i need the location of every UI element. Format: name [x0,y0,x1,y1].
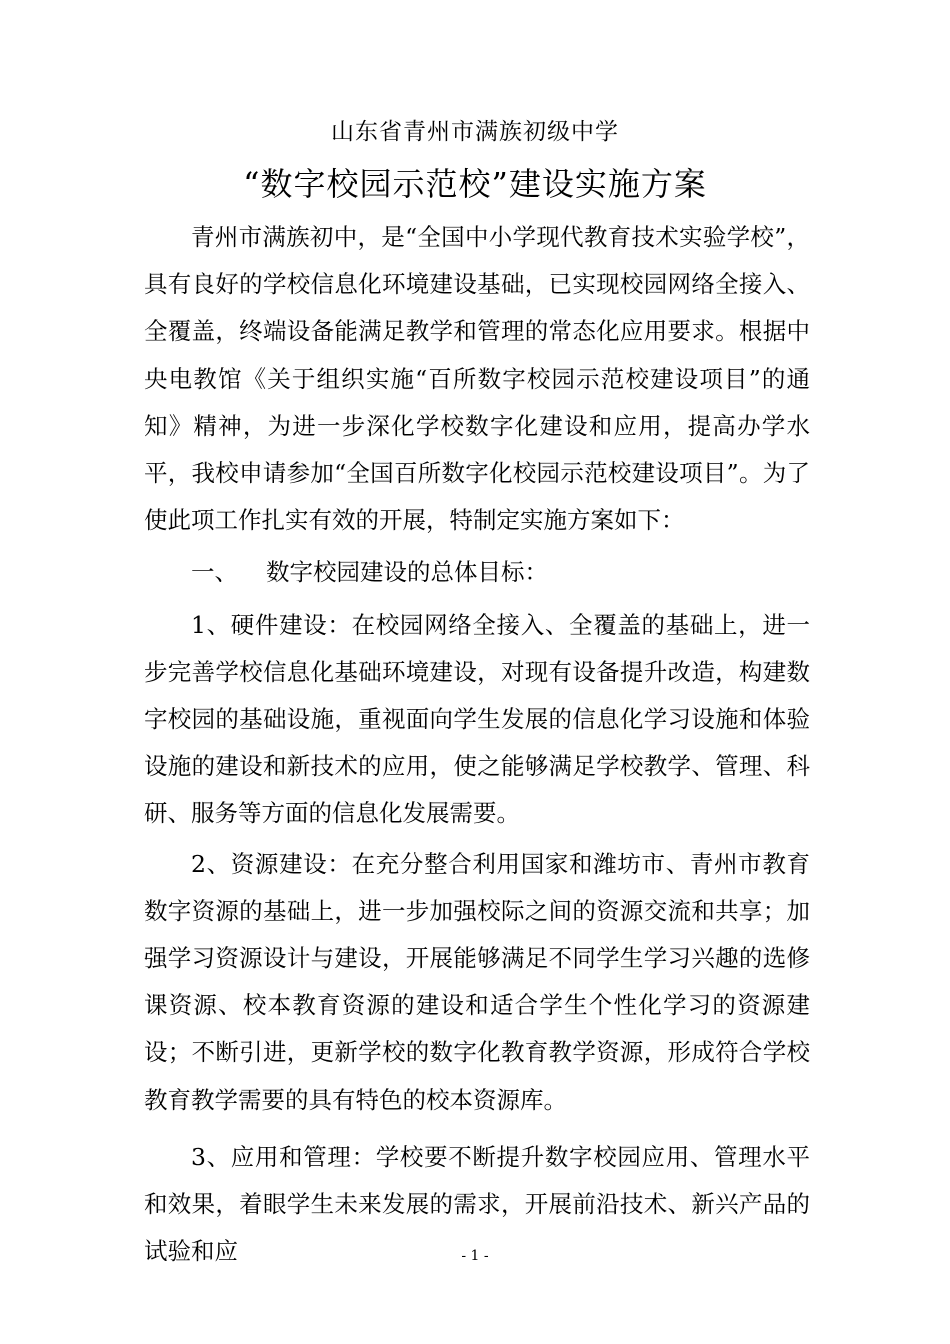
organization-title: 山东省青州市满族初级中学 [331,119,619,145]
page-number: - 1 - [461,1248,489,1264]
document-title: “数字校园示范校”建设实施方案 [243,165,707,203]
paragraph-hardware: 1、硬件建设：在校园网络全接入、全覆盖的基础上，进一步完善学校信息化基础环境建设，对现有设备提升改造，构建数字校园的基础设施，重视面向学生发展的信息化学习设施和体验设施的建设和新技术的应用，使之能够满足学校教学、管理、科研、服务等方面的信息化发展需要。 [144,610,810,828]
section-heading-text: 数字校园建设的总体目标： [266,558,548,587]
section-heading-1 [144,549,810,596]
paragraph-application: 3、应用和管理：学校要不断提升数字校园应用、管理水平和效果，着眼学生未来发展的需求，开展前沿技术、新兴产品的试验和应 [144,1142,810,1266]
intro-paragraph: 青州市满族初中，是“全国中小学现代教育技术实验学校”，具有良好的学校信息化环境建设基础，已实现校园网络全接入、全覆盖，终端设备能满足教学和管理的常态化应用要求。根据中央电教馆《关于组织实施“百所数字校园示范校建设项目”的通知》精神，为进一步深化学校数字化建设和应用，提高办学水平，我校申请参加“全国百所数字化校园示范校建设项目”。为了使此项工作扎实有效的开展，特制定实施方案如下： [144,223,810,535]
section-number: 一、 [191,558,238,587]
document-body [144,214,810,1275]
paragraph-resources: 2、资源建设：在充分整合利用国家和潍坊市、青州市教育数字资源的基础上，进一步加强校际之间的资源交流和共享；加强学习资源设计与建设，开展能够满足不同学生学习兴趣的选修课资源、校本教育资源的建设和适合学生个性化学习的资源建设；不断引进，更新学校的数字化教育教学资源，形成符合学校教育教学需要的具有特色的校本资源库。 [144,849,810,1114]
